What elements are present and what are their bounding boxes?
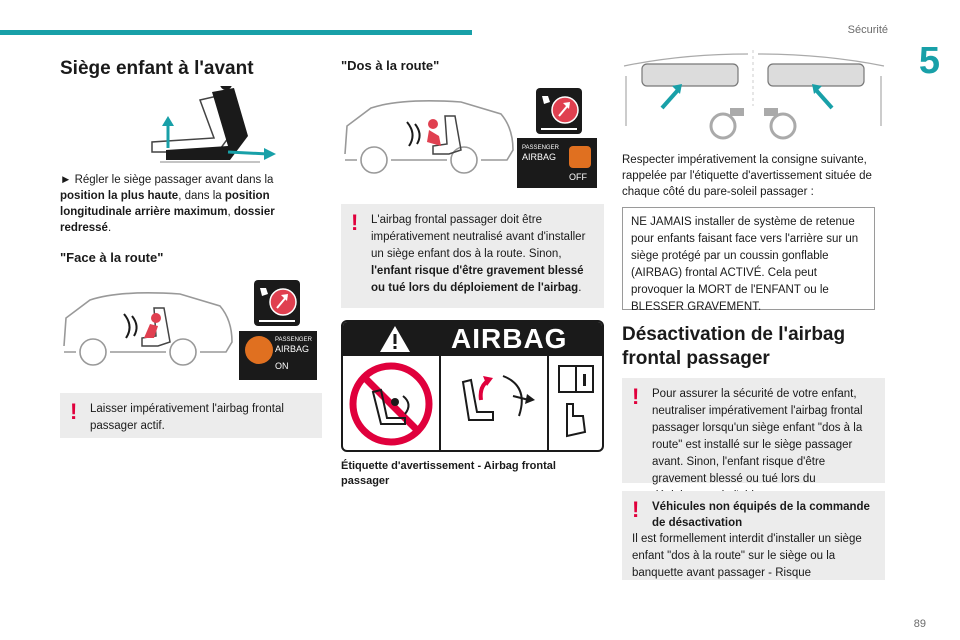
sun-visor-illustration bbox=[622, 46, 885, 146]
warning-exclamation-icon: ! bbox=[632, 497, 640, 522]
section-title: Siège enfant à l'avant bbox=[60, 58, 254, 79]
instruction-emphasis: dossier redressé bbox=[60, 206, 275, 234]
warning-notice-box: NE JAMAIS installer de système de retenue pour enfants faisant face vers l'arrière sur un siège protégé par un coussin gonflable (AIRBAG) frontal ACTIVÉ. Cela peut provoquer la MORT de l'ENFANT ou le BLESSER GRAVEMENT. bbox=[622, 207, 875, 310]
seat-instruction bbox=[60, 172, 318, 236]
label-pictograms bbox=[343, 356, 602, 452]
panel-passenger-label: PASSENGER bbox=[522, 145, 559, 151]
warning-text: Il est formellement interdit d'installer un siège enfant "dos à la route" sur le siège ou la banquette avant passager - Risque bbox=[632, 533, 862, 579]
warning-exclamation-icon: ! bbox=[351, 210, 359, 235]
label-caption: Étiquette d'avertissement - Airbag frontal passager bbox=[341, 460, 556, 487]
airbag-off-symbol-icon bbox=[245, 336, 273, 364]
warning-text: Laisser impérativement l'airbag frontal passager actif. bbox=[90, 403, 284, 432]
warning-text: Pour assurer la sécurité de votre enfant, neutraliser impérativement l'airbag frontal passager lorsqu'un siège enfant "dos à la route" est installé sur le siège passager avant. Sinon, l'enfant risque d'être gravement blessé ou tué lors du bbox=[652, 388, 863, 485]
bullet-arrow: ► bbox=[60, 174, 72, 186]
warning-exclamation-icon: ! bbox=[70, 399, 78, 424]
warning-title: Véhicules non équipés de la commande de désactivation bbox=[652, 501, 870, 529]
warning-exclamation-icon: ! bbox=[632, 384, 640, 409]
child-seat-symbol-icon bbox=[254, 280, 300, 326]
warning-emphasis: l'enfant risque d'être gravement blessé ou tué lors du déploiement de l'airbag bbox=[371, 265, 584, 294]
warning-box bbox=[60, 393, 322, 438]
instruction-emphasis: position la plus haute bbox=[60, 190, 179, 202]
visor-instruction: Respecter impérativement la consigne suivante, rappelée par l'étiquette d'avertissement située de chaque côté du pare-soleil passager : bbox=[622, 154, 872, 198]
panel-passenger-label: PASSENGER bbox=[275, 337, 312, 343]
warning-box bbox=[622, 378, 885, 483]
chapter-number: 5 bbox=[918, 40, 940, 82]
airbag-off-symbol-icon bbox=[569, 146, 591, 168]
label-title: AIRBAG bbox=[451, 323, 568, 354]
passenger-airbag-off-indicator bbox=[517, 138, 597, 188]
rear-facing-car-illustration bbox=[341, 88, 516, 178]
chapter-color-bar bbox=[0, 30, 472, 35]
forward-facing-heading: "Face à la route" bbox=[60, 250, 164, 265]
airbag-warning-label bbox=[341, 320, 604, 452]
instruction-emphasis: position longitudinale arrière maximum bbox=[60, 190, 270, 218]
warning-box bbox=[341, 204, 604, 308]
instruction-text: Régler le siège passager avant dans la bbox=[71, 174, 274, 186]
panel-airbag-label: AIRBAG bbox=[522, 152, 557, 162]
deactivation-title: Désactivation de l'airbag frontal passager bbox=[622, 324, 846, 369]
warning-triangle-icon bbox=[379, 325, 411, 353]
section-name: Sécurité bbox=[847, 24, 888, 36]
label-header bbox=[343, 322, 602, 356]
rear-facing-heading: "Dos à la route" bbox=[341, 58, 440, 73]
warning-text-part: L'airbag frontal passager doit être impérativement neutralisé avant d'installer un siège enfant dos à la route. Sinon, bbox=[371, 214, 586, 260]
page-number: 89 bbox=[913, 618, 926, 630]
passenger-airbag-on-indicator bbox=[239, 331, 317, 380]
instruction-text: , bbox=[227, 206, 234, 218]
panel-airbag-label: AIRBAG bbox=[275, 344, 310, 354]
instruction-text: . bbox=[107, 222, 112, 234]
child-seat-symbol-icon bbox=[536, 88, 582, 134]
seat-adjust-illustration bbox=[130, 86, 290, 164]
panel-off-label: OFF bbox=[569, 172, 587, 182]
warning-box bbox=[622, 491, 885, 580]
instruction-text: , dans la bbox=[178, 190, 225, 202]
warning-text bbox=[371, 212, 594, 297]
warning-text-part: . bbox=[578, 282, 582, 294]
forward-facing-car-illustration bbox=[60, 280, 235, 370]
panel-on-label: ON bbox=[275, 361, 289, 371]
